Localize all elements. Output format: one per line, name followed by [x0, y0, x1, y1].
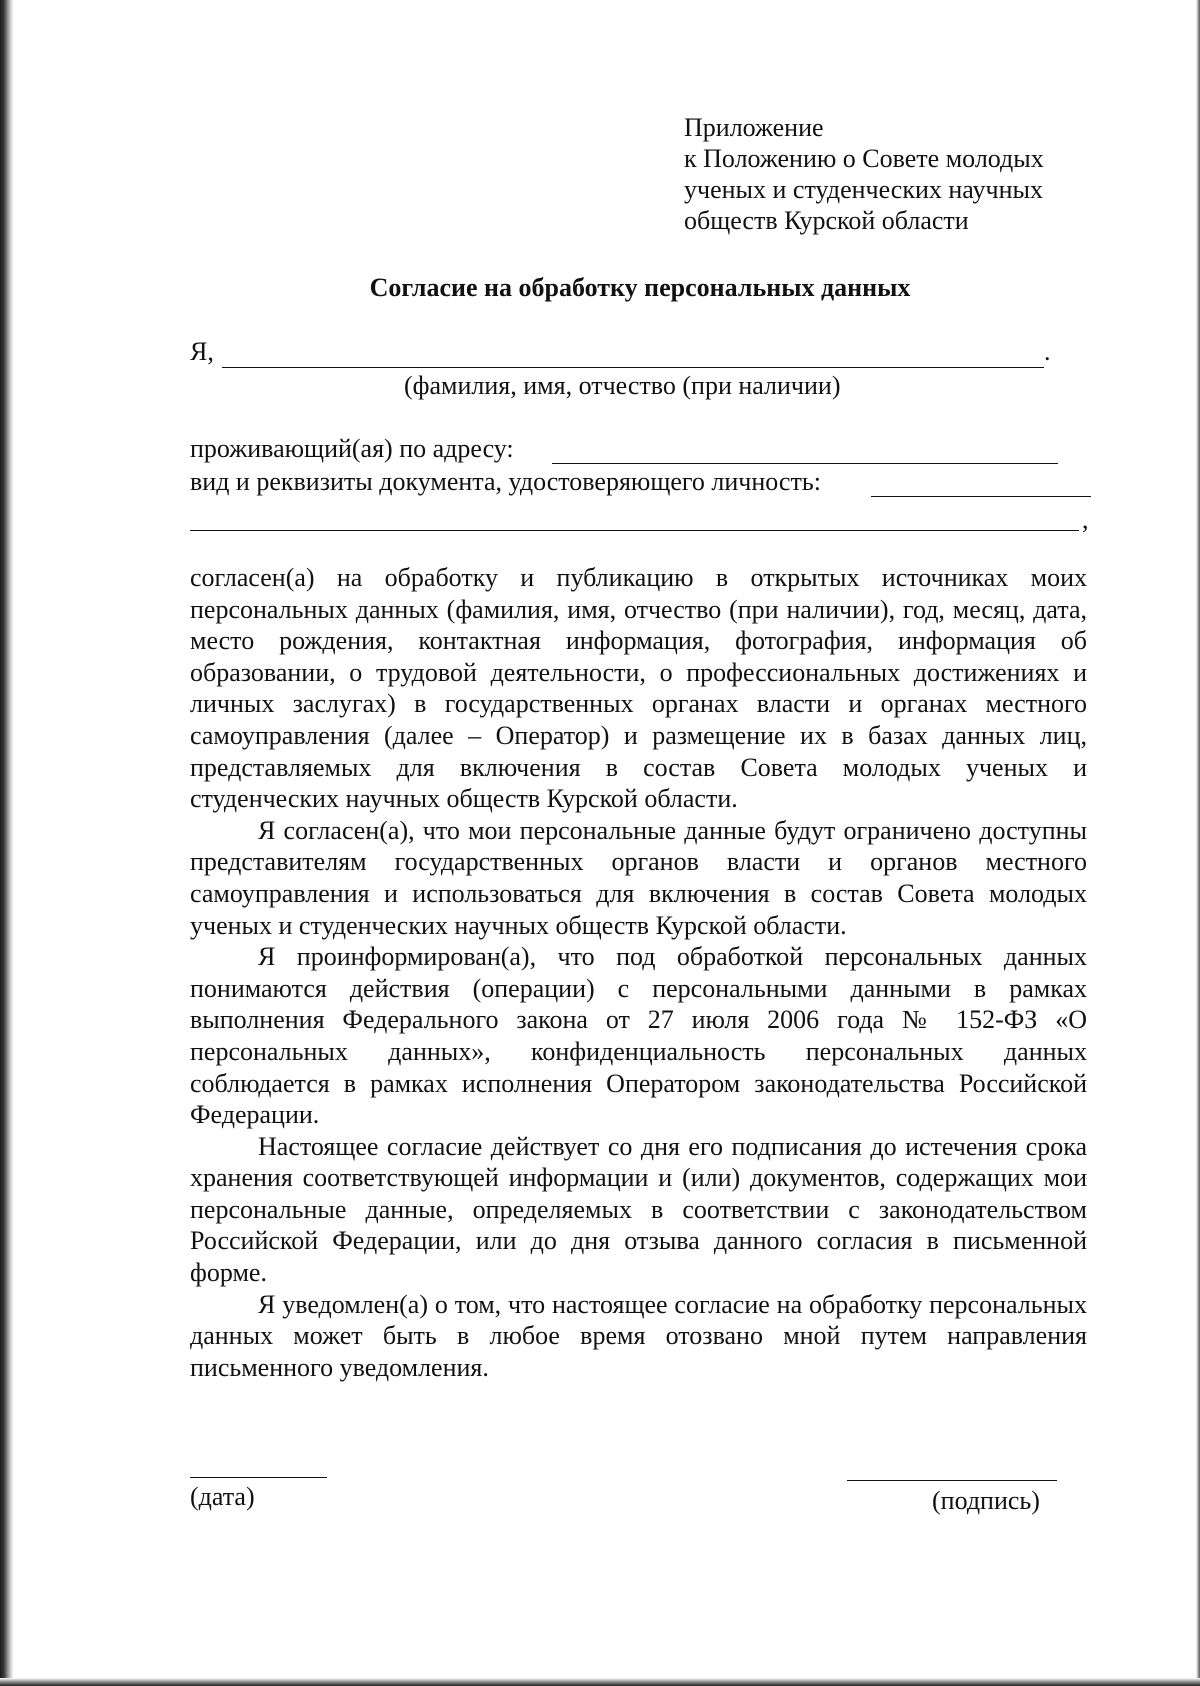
- appendix-line: обществ Курской области: [684, 206, 969, 235]
- document-label: вид и реквизиты документа, удостоверяющего личность:: [190, 467, 821, 496]
- consent-paragraph: согласен(а) на обработку и публикацию в открытых источниках моих персональных данных (фамилия, имя, отчество (при наличии), год, месяц, дата, место рождения, контактная информация, фотография, информация об образовании, о трудовой деятельности, о профессиональных достижениях и личных заслугах) в государственных органах власти и органах местного самоуправления (далее – Оператор) и размещение их в базах данных лиц, представляемых для включения в состав Совета молодых ученых и студенческих научных обществ Курской области.: [190, 563, 1087, 814]
- appendix-header: [684, 112, 1044, 236]
- fio-row: [190, 336, 214, 368]
- appendix-line: к Положению о Совете молодых: [684, 144, 1044, 173]
- fio-blank-line[interactable]: [222, 367, 1044, 368]
- fio-prefix: Я,: [190, 337, 214, 366]
- fio-suffix: .: [1044, 337, 1051, 366]
- address-label: проживающий(ая) по адресу:: [190, 434, 514, 463]
- scan-edge-left: [0, 0, 14, 1686]
- scan-edge-bottom: [0, 1678, 1200, 1686]
- document-blank-line-1[interactable]: [871, 496, 1091, 497]
- consent-paragraph: Настоящее согласие действует со дня его подписания до истечения срока хранения соответствующей информации и (или) документов, содержащих мои персональные данные, определяемых в соответствии с законодательством Российской Федерации, или до дня отзыва данного согласия в письменной форме.: [190, 1131, 1087, 1288]
- signature-label: (подпись): [932, 1486, 1040, 1515]
- appendix-line: Приложение: [684, 113, 824, 142]
- appendix-line: ученых и студенческих научных: [684, 175, 1043, 204]
- signature-blank-line[interactable]: [847, 1480, 1057, 1481]
- document-title: Согласие на обработку персональных данных: [369, 273, 911, 302]
- address-blank-line[interactable]: [552, 463, 1058, 464]
- document-blank-line-2[interactable]: [190, 530, 1079, 531]
- consent-paragraph: Я проинформирован(а), что под обработкой персональных данных понимаются действия (операции) с персональными данными в рамках выполнения Федерального закона от 27 июля 2006 года № 152-ФЗ «О персональных данных», конфиденциальность персональных данных соблюдается в рамках исполнения Оператором законодательства Российской Федерации.: [190, 942, 1087, 1130]
- scan-edge-right: [1196, 0, 1200, 1686]
- date-blank-line[interactable]: [190, 1477, 327, 1478]
- consent-paragraph: Я уведомлен(а) о том, что настоящее согласие на обработку персональных данных может быть в любое время отозвано мной путем направления письменного уведомления.: [190, 1289, 1087, 1382]
- date-label: (дата): [190, 1482, 255, 1511]
- consent-body: [190, 562, 1087, 1383]
- document-suffix: ,: [1082, 505, 1089, 534]
- fio-hint: (фамилия, имя, отчество (при наличии): [404, 371, 841, 400]
- consent-paragraph: Я согласен(а), что мои персональные данные будут ограничено доступны представителям государственных органов власти и органов местного самоуправления и использоваться для включения в состав Совета молодых ученых и студенческих научных обществ Курской области.: [190, 815, 1087, 940]
